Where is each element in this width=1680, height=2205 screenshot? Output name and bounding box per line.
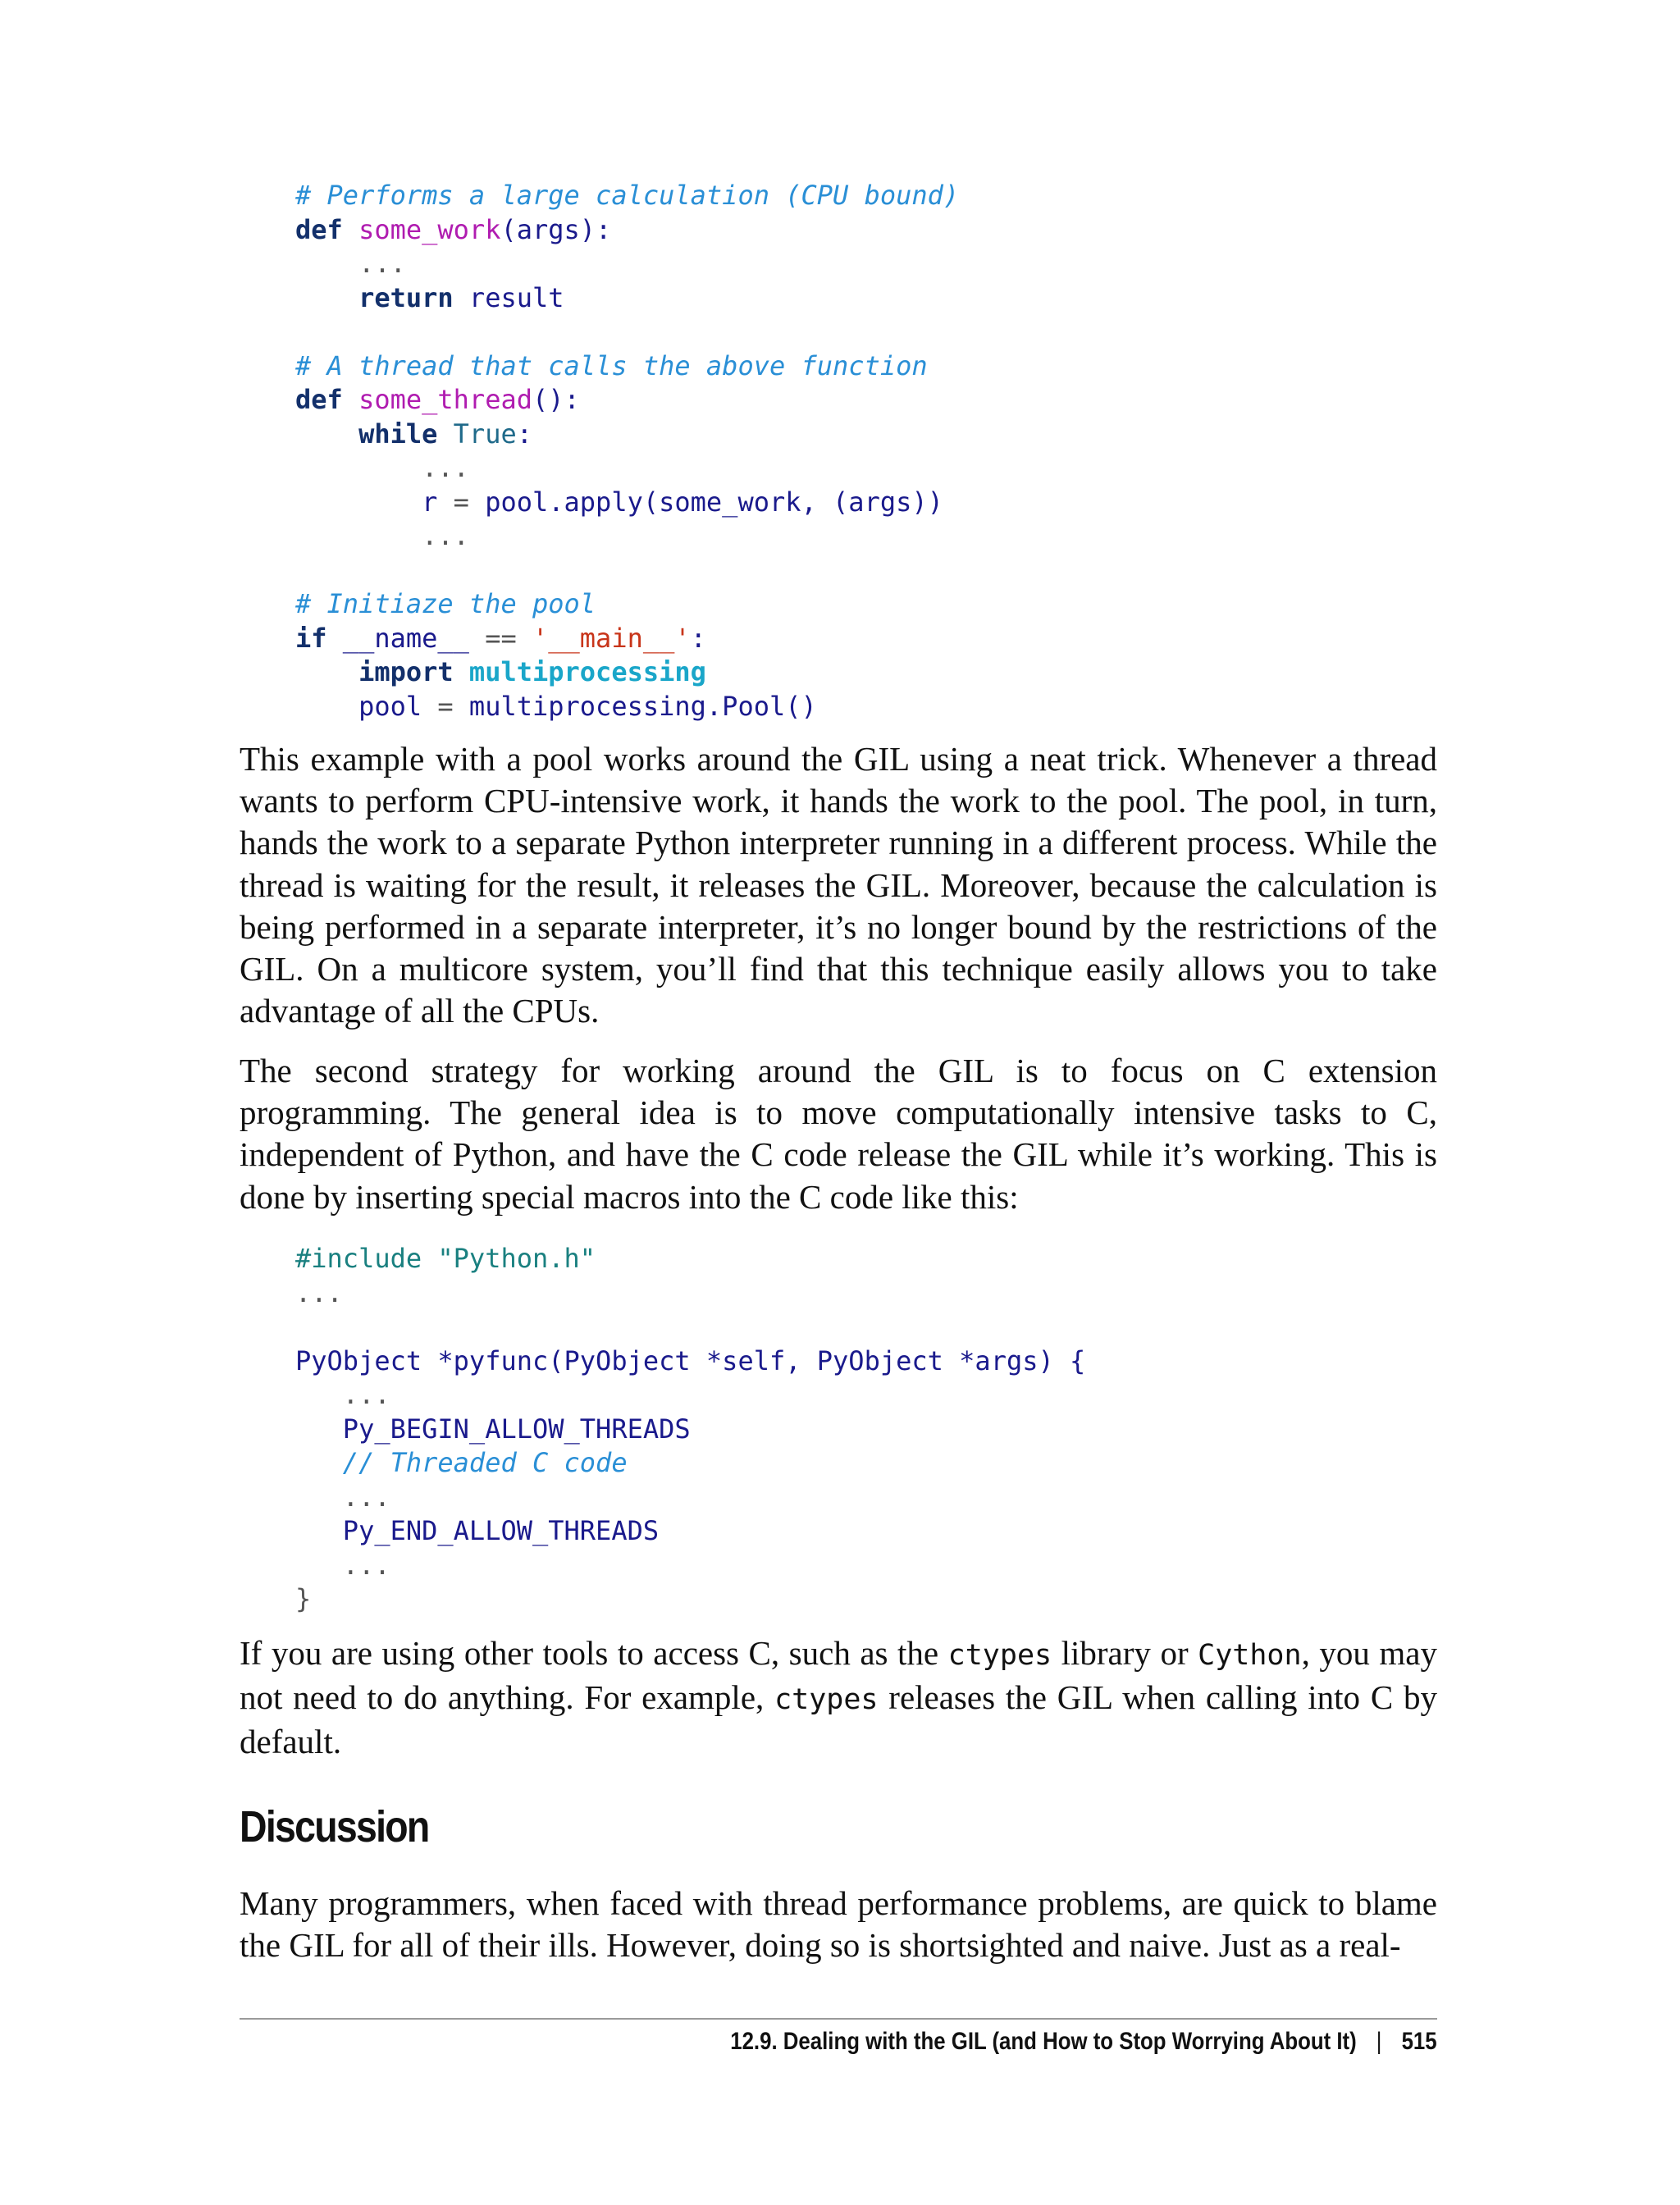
code-keyword: def [295, 213, 343, 245]
code-line: ... [295, 1549, 390, 1581]
code-operator: == [485, 622, 517, 654]
paragraph-text: library or [1052, 1634, 1198, 1672]
code-keyword: if [295, 622, 327, 654]
code-text: r [295, 486, 454, 518]
code-text: (args): [500, 213, 612, 245]
code-text: ... [295, 520, 469, 551]
code-line: ... [295, 1276, 343, 1308]
code-keyword: def [295, 384, 343, 415]
code-line: ... [295, 1481, 390, 1513]
section-heading: Discussion [240, 1802, 429, 1851]
code-text: multiprocessing.Pool() [453, 690, 817, 722]
code-operator: = [437, 690, 454, 722]
code-line [295, 622, 959, 656]
paragraph-text: releases the GIL when calling into C by default. [240, 1678, 1437, 1761]
code-text: ... [295, 452, 469, 483]
code-line [295, 690, 959, 724]
code-function-name: some_thread [358, 384, 532, 415]
python-code-block [295, 179, 959, 724]
code-line [295, 451, 959, 486]
running-footer [731, 2028, 1437, 2056]
code-line [295, 179, 959, 213]
code-line [295, 418, 959, 452]
code-line [295, 519, 959, 554]
code-text: result [453, 281, 564, 313]
footer-divider [240, 2018, 1437, 2020]
code-line [295, 213, 959, 248]
code-text: : [690, 622, 706, 654]
code-module: multiprocessing [453, 656, 706, 687]
code-keyword: while [358, 418, 438, 450]
inline-code: ctypes [947, 1639, 1052, 1672]
inline-code: ctypes [774, 1683, 879, 1717]
body-paragraph: The second strategy for working around the GIL is to focus on C extension programming. The general idea is to move computationally intensive tasks to C, independent of Python, and have the C code release the GIL while it’s working. This is done by inserting special macros into the C code like this: [240, 1052, 1437, 1216]
code-text: pool.apply(some_work, (args)) [468, 486, 943, 518]
code-text: ... [295, 248, 406, 279]
code-text: : [516, 418, 532, 450]
code-line [295, 281, 959, 316]
code-comment: # A thread that calls the above function [295, 349, 928, 381]
code-blank-line [295, 1310, 1085, 1344]
body-paragraph: This example with a pool works around the GIL using a neat trick. Whenever a thread wants to perform CPU-intensive work, it hands the work to the pool. The pool, in turn, hands the work to a separate Python interpreter running in a different process. While the thread is waiting for the result, it releases the GIL. Moreover, because the calculation is being performed in a separate interpreter, it’s no longer bound by the restrictions of the GIL. On a multicore system, you’ll find that this technique easily allows you to take advantage of all the CPUs. [240, 740, 1437, 1030]
c-code-block [295, 1242, 1085, 1617]
code-line [295, 349, 959, 384]
code-line [295, 486, 959, 520]
footer-section-title: 12.9. Dealing with the GIL (and How to Stop Worrying About It) [730, 2028, 1358, 2055]
code-line: Py_END_ALLOW_THREADS [295, 1515, 660, 1546]
code-line: PyObject *pyfunc(PyObject *self, PyObject *args) { [295, 1344, 1086, 1376]
code-line: ... [295, 1379, 390, 1410]
page-number: 515 [1401, 2028, 1437, 2055]
code-keyword: import [358, 656, 454, 687]
paragraph-text: , you may not need to do anything. For example, [240, 1634, 1437, 1717]
code-line [295, 247, 959, 281]
body-paragraph [240, 1632, 1437, 1764]
code-string: '__main__' [516, 622, 691, 654]
code-keyword: return [358, 281, 454, 313]
code-text: __name__ [326, 622, 486, 654]
code-comment: # Performs a large calculation (CPU bound) [295, 180, 960, 211]
code-blank-line [295, 554, 959, 588]
code-comment: // Threaded C code [295, 1447, 628, 1478]
inline-code: Cython [1198, 1639, 1302, 1672]
code-function-name: some_work [358, 213, 501, 245]
footer-separator: | [1376, 2028, 1382, 2055]
code-line: Py_BEGIN_ALLOW_THREADS [295, 1413, 691, 1445]
code-blank-line [295, 315, 959, 349]
code-text: pool [295, 690, 438, 722]
body-paragraph: Many programmers, when faced with thread performance problems, are quick to blame the GIL for all of their ills. However, doing so is shortsighted and naive. Just as a real- [240, 1884, 1437, 1965]
code-line: } [295, 1583, 312, 1614]
code-comment: # Initiaze the pool [295, 588, 596, 619]
paragraph-text: If you are using other tools to access C, such as the [240, 1634, 948, 1672]
code-line: #include "Python.h" [295, 1243, 596, 1274]
code-line [295, 383, 959, 418]
code-text: (): [532, 384, 580, 415]
code-builtin: True [453, 418, 517, 450]
code-operator: = [453, 486, 469, 518]
code-line [295, 655, 959, 690]
code-line [295, 587, 959, 622]
